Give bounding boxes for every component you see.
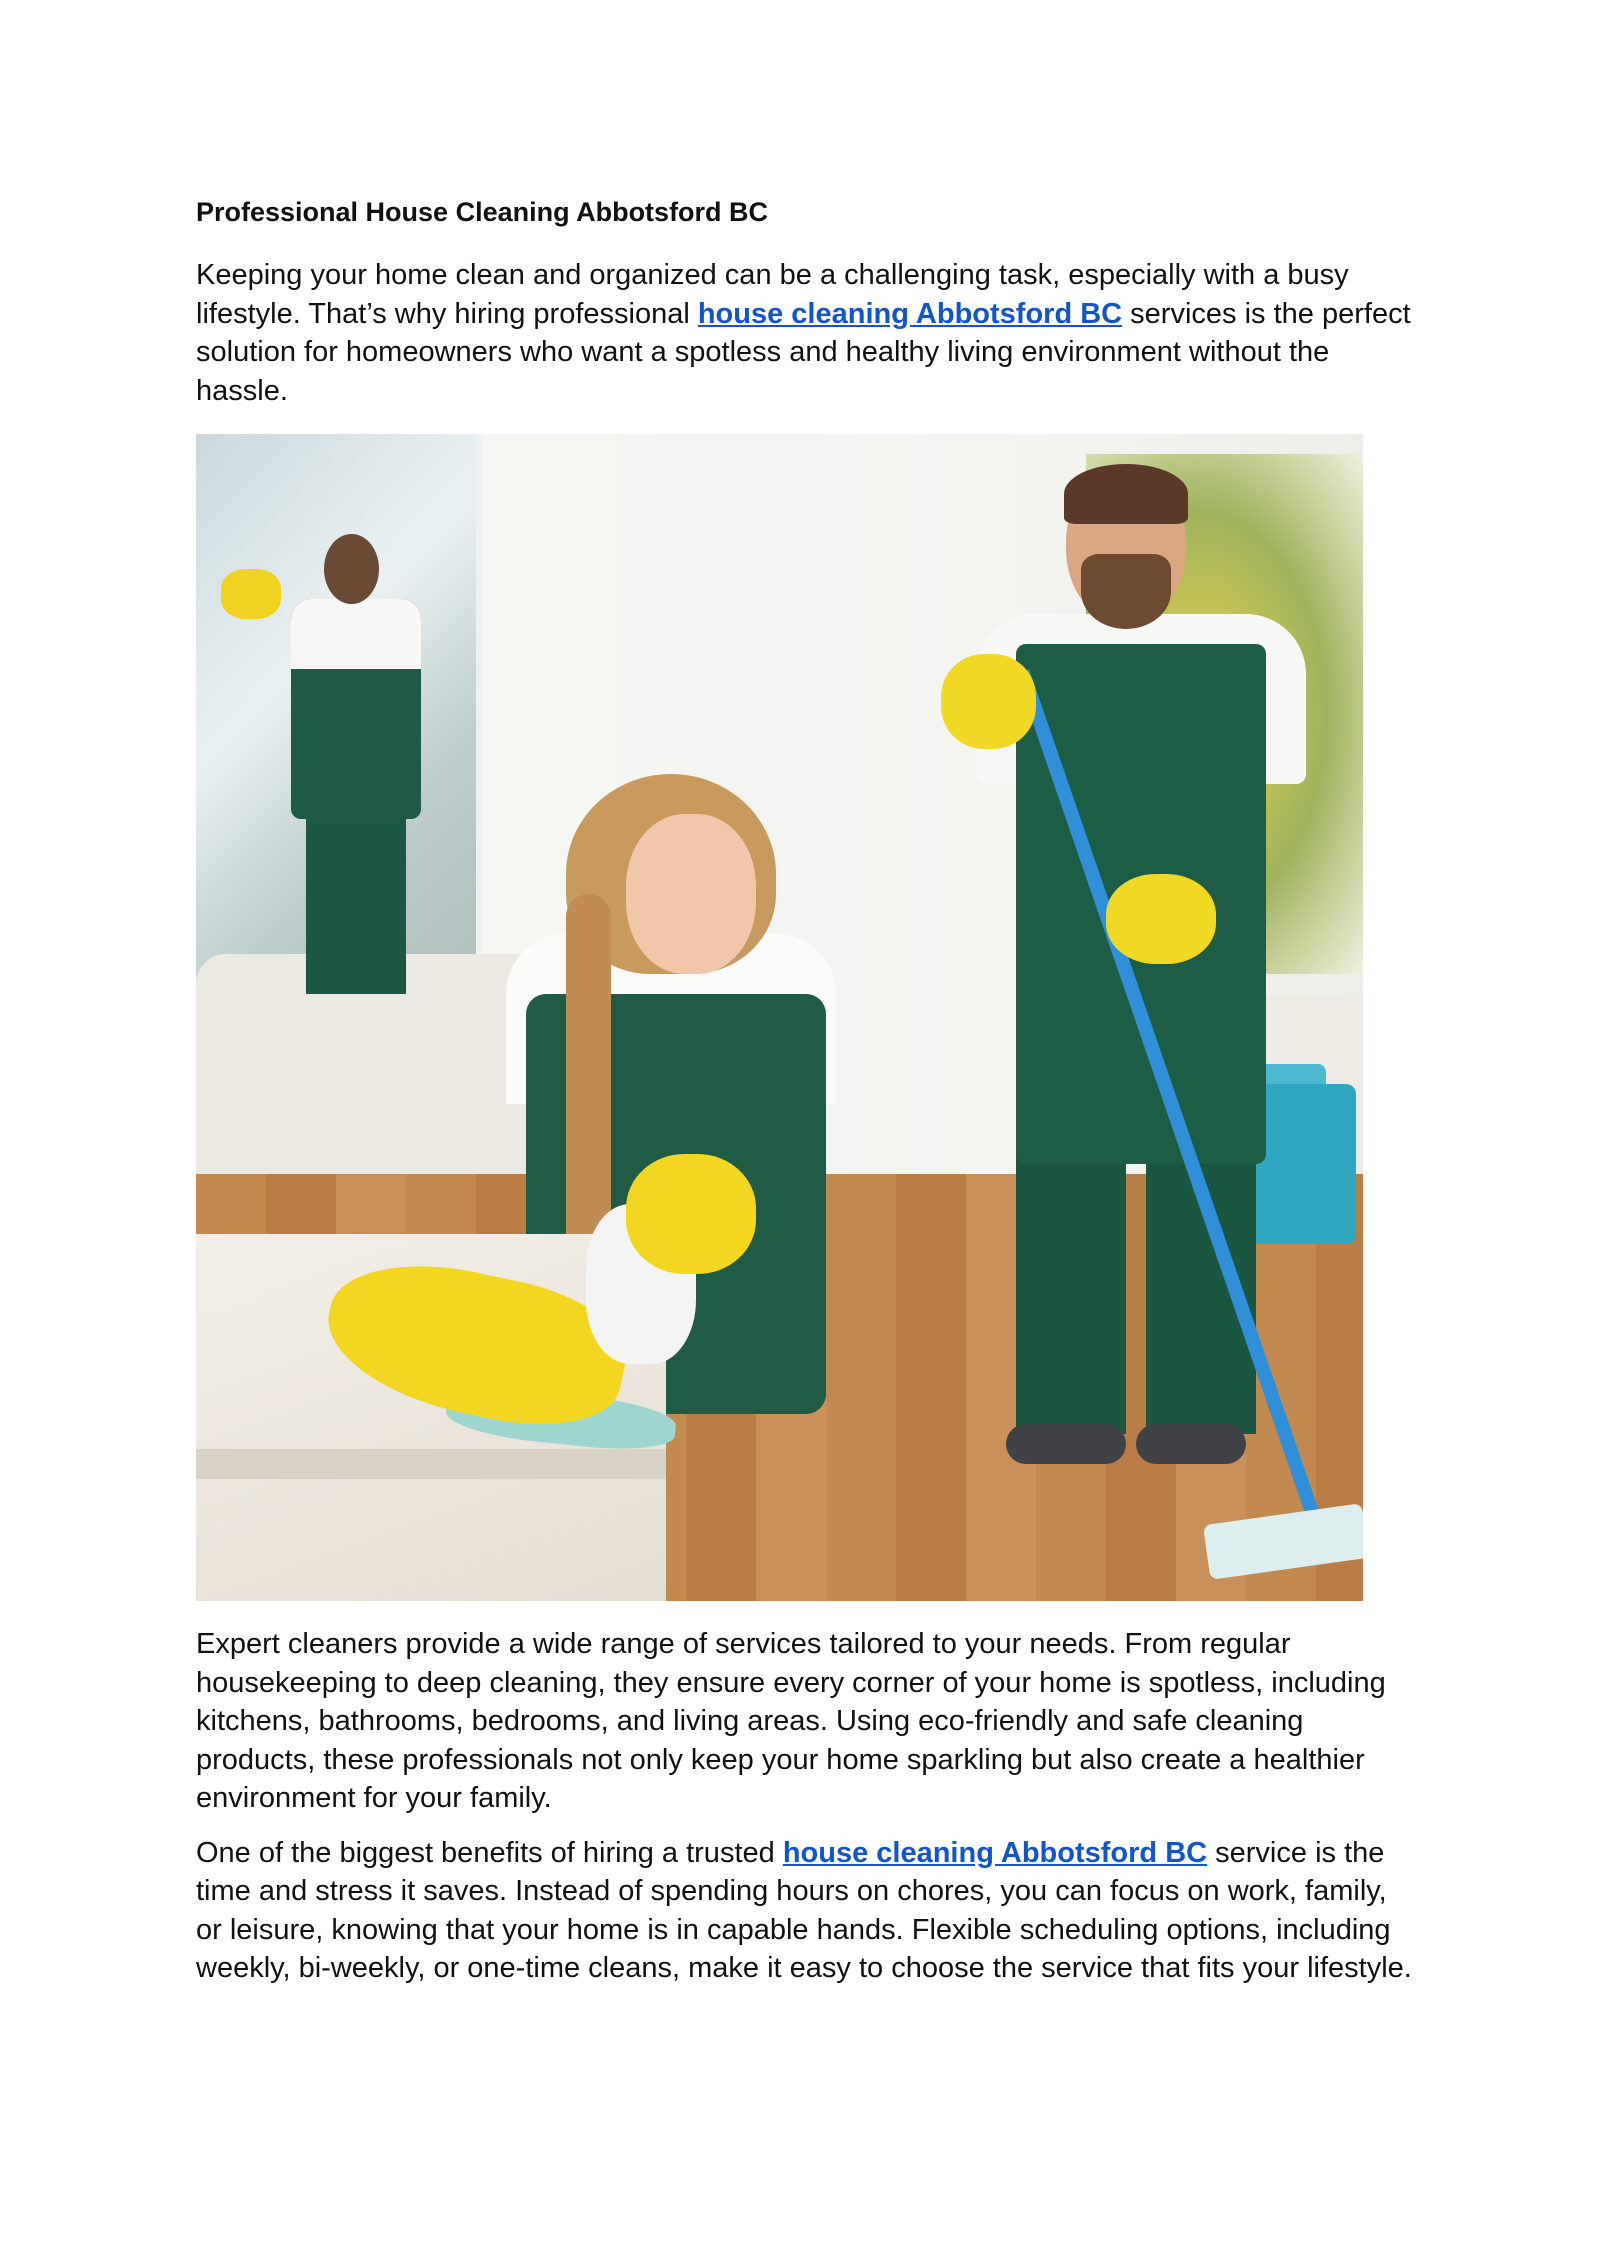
document-content <box>196 196 1416 1988</box>
document-title: Professional House Cleaning Abbotsford BC <box>196 197 769 227</box>
house-cleaning-link-1[interactable]: house cleaning Abbotsford BC <box>697 297 1123 330</box>
cleaners-photo <box>196 434 1363 1601</box>
benefits-paragraph <box>196 1834 1416 1988</box>
benefits-text-start: One of the biggest benefits of hiring a trusted <box>196 1836 783 1869</box>
intro-text-start: Keeping your home clean and organized can be a challenging task, especially with a busy lifestyle. That’s why hiring professional <box>196 259 1349 330</box>
intro-text-end: services is the perfect solution for homeowners who want a spotless and healthy living environment without the hassle. <box>196 297 1411 407</box>
intro-paragraph <box>196 256 1416 410</box>
house-cleaning-link-2[interactable]: house cleaning Abbotsford BC <box>782 1836 1208 1869</box>
benefits-text-end: service is the time and stress it saves. Instead of spending hours on chores, you can focus on work, family, or leisure, knowing that your home is in capable hands. Flexible scheduling options, including weekly, bi-weekly, or one-time cleans, make it easy to choose the service that fits your lifestyle. <box>196 1836 1412 1985</box>
services-paragraph: Expert cleaners provide a wide range of services tailored to your needs. From regular housekeeping to deep cleaning, they ensure every corner of your home is spotless, including kitchens, bathrooms, bedrooms, and living areas. Using eco-friendly and safe cleaning products, these professionals not only keep your home sparkling but also create a healthier environment for your family. <box>196 1628 1386 1815</box>
